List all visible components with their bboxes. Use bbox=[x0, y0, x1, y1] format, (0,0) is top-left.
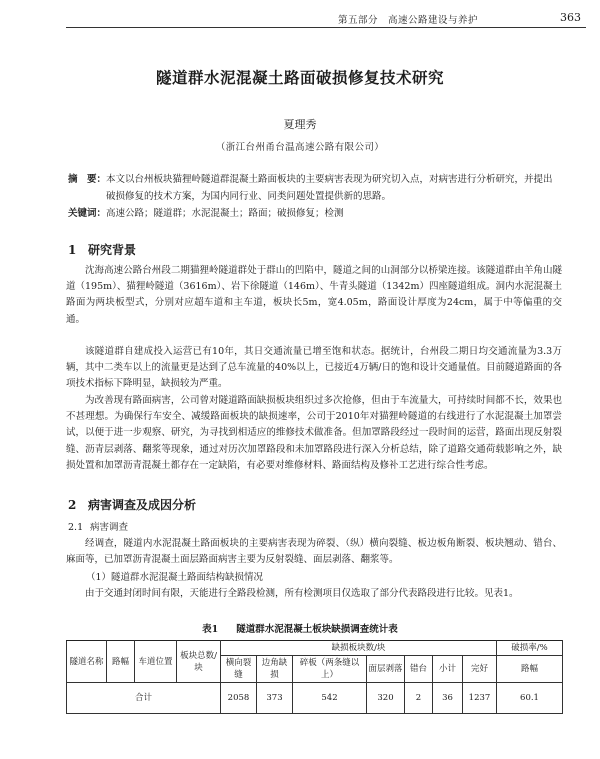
section-heading bbox=[68, 241, 136, 258]
table-cell-label: 合计 bbox=[67, 683, 221, 714]
table-header-row bbox=[67, 641, 563, 656]
table-header-cell: 板块总数/块 bbox=[177, 641, 221, 683]
table-header-cell: 小计 bbox=[433, 656, 463, 683]
keywords-text: 高速公路；隧道群；水泥混凝土；路面；破损修复；检测 bbox=[106, 208, 344, 219]
paper-title: 隧道群水泥混凝土路面破损修复技术研究 bbox=[155, 68, 444, 87]
affiliation: （浙江台州甬台温高速公路有限公司） bbox=[215, 142, 385, 153]
running-header-section: 第五部分 高速公路建设与养护 bbox=[338, 15, 479, 26]
table-header-cell: 路幅 bbox=[107, 641, 135, 683]
table-cell: 320 bbox=[367, 683, 405, 714]
table-header-cell: 碎板（两条缝以上） bbox=[293, 656, 367, 683]
table-caption bbox=[0, 621, 600, 635]
defect-table bbox=[66, 640, 563, 714]
table-cell: 2058 bbox=[221, 683, 257, 714]
table-header-cell: 横向裂缝 bbox=[221, 656, 257, 683]
table-cell: 60.1 bbox=[497, 683, 563, 714]
table-number: 表1 bbox=[202, 624, 219, 635]
table-header-cell: 车道位置 bbox=[135, 641, 177, 683]
table-cell: 2 bbox=[405, 683, 433, 714]
abstract bbox=[68, 171, 560, 205]
keywords-label: 关键词： bbox=[68, 208, 107, 219]
list-item: （1）隧道群水泥混凝土路面结构缺损情况 bbox=[86, 572, 264, 583]
body-paragraph: 经调查，隧道内水泥混凝土路面板块的主要病害表现为碎裂、（纵）横向裂缝、板边板角断裂、板块翘动、错台、麻面等，已加罩沥青混凝土面层路面病害主要为反射裂缝、面层剥落、翻浆等。 bbox=[66, 538, 562, 566]
table-cell: 36 bbox=[433, 683, 463, 714]
body-paragraph: 由于交通封闭时间有限，天能进行全路段检测，所有检测项目仅选取了部分代表路段进行比较。见表1。 bbox=[85, 588, 519, 599]
abstract-block bbox=[68, 171, 560, 222]
section-title: 病害调查及成因分析 bbox=[88, 498, 197, 512]
abstract-text: 本文以台州板块猫狸岭隧道群混凝土路面板块的主要病害表现为研究切入点，对病害进行分析研究，并提出破损修复的技术方案，为国内同行业、同类问题处置提供新的思路。 bbox=[106, 174, 553, 202]
table-header-cell: 破损率/% bbox=[497, 641, 563, 656]
keywords bbox=[68, 205, 560, 222]
author: 夏理秀 bbox=[283, 118, 317, 131]
subsection-title: 病害调查 bbox=[90, 522, 129, 533]
section-number: 2 bbox=[68, 498, 77, 512]
table-header-cell: 完好 bbox=[463, 656, 497, 683]
section-title: 研究背景 bbox=[88, 243, 137, 257]
table-title: 隧道群水泥混凝土板块缺损调查统计表 bbox=[236, 624, 398, 635]
subsection-heading bbox=[68, 519, 128, 533]
table-header-cell: 错台 bbox=[405, 656, 433, 683]
header-rule bbox=[66, 27, 586, 28]
table-header-cell: 隧道名称 bbox=[67, 641, 107, 683]
table-cell: 373 bbox=[257, 683, 293, 714]
body-paragraph: 为改善现有路面病害，公司曾对隧道路面缺损板块组织过多次抢修，但由于车流量大，可持续时间都不长，效果也不甚理想。为确保行车安全、减缓路面板块的缺损速率，公司于2010年对猫狸岭隧道的右线进行了水泥混凝土加罩尝试，以便于进一步观察、研究，为寻找到相适应的维修技术做准备。但加罩路段经过一段时间的运营，路面出现反射裂缝、沥青层剥落、翻浆等现象，通过对历次加罩路段和未加罩路段进行深入分析总结，除了道路交通荷载影响之外，缺损处置和加罩沥青混凝土都存在一定缺陷，有必要对维修材料、路面结构及修补工艺进行综合性考虑。 bbox=[66, 395, 562, 471]
table-row bbox=[67, 683, 563, 714]
subsection-number: 2.1 bbox=[68, 522, 84, 533]
body-paragraph: 该隧道群自建成投入运营已有10年，其日交通流量已增至饱和状态。据统计，台州段二期日均交通流量为3.3万辆，其中二类车以上的流量更是达到了总车流量的40%以上，已接近4万辆/日的饱和设计交通量值。目前隧道路面的各项技术指标下降明显，缺损较为严重。 bbox=[66, 346, 562, 390]
table-header-cell: 路幅 bbox=[497, 656, 563, 683]
body-paragraph: 沈海高速公路台州段二期猫狸岭隧道群处于群山的凹陷中，隧道之间的山洞部分以桥梁连接。该隧道群由羊角山隧道（195m）、猫狸岭隧道（3616m）、岩下徐隧道（146m）、牛青头隧道（1342m）四座隧道组成。洞内水泥混凝土路面为两块板型式，分别对应超车道和主车道，板块长5m，宽4.05m，路面设计厚度为24cm，属于中等偏重的交通。 bbox=[66, 265, 562, 325]
abstract-label: 摘 要： bbox=[68, 174, 107, 185]
section-number: 1 bbox=[68, 243, 77, 257]
table-cell: 542 bbox=[293, 683, 367, 714]
page-number: 363 bbox=[560, 11, 581, 24]
table-header-cell: 边角缺损 bbox=[257, 656, 293, 683]
table-header-cell: 缺损板块数/块 bbox=[221, 641, 497, 656]
running-header bbox=[0, 10, 600, 26]
table-header-cell: 面层剥落 bbox=[367, 656, 405, 683]
table-cell: 1237 bbox=[463, 683, 497, 714]
section-heading bbox=[68, 496, 196, 513]
